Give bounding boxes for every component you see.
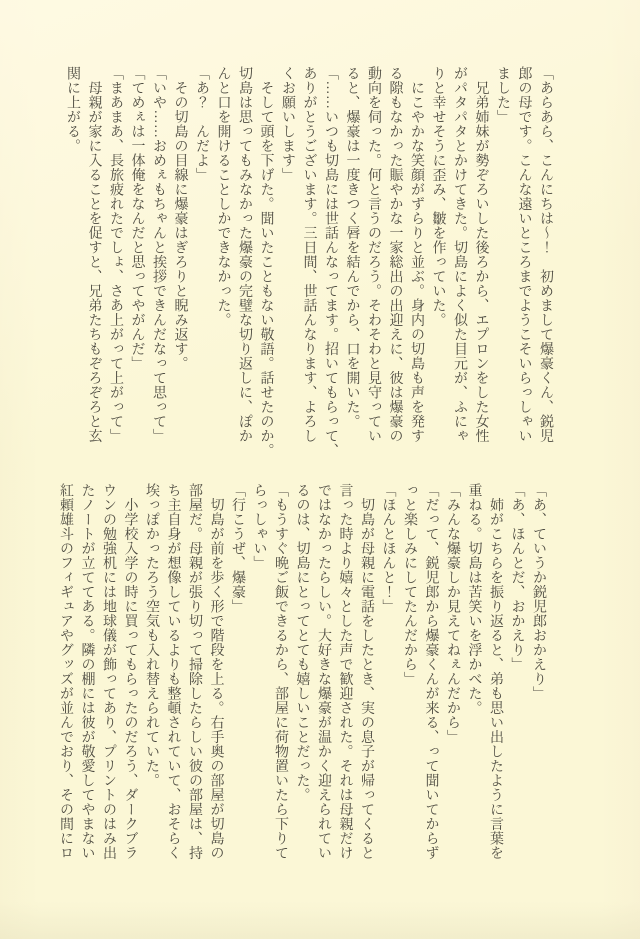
text-line: 言った時より嬉々とした声で歓迎された。それは母親だけ <box>337 483 353 860</box>
text-line: 埃っぽかったろう空気も入れ替えられていた。 <box>144 483 159 788</box>
text-line: 切島が母親に電話をしたとき、実の息子が帰ってくると <box>359 483 374 860</box>
text-line: にこやかな笑顔がずらりと並ぶ。身内の切島も声を発す <box>409 66 424 443</box>
text-line: 「まあまあ、長旅疲れたでしょ、さあ上がって上がって」 <box>108 66 123 443</box>
text-line: 部屋だ。母親が張り切って掃除したらしい彼の部屋は、持 <box>187 483 202 860</box>
text-line: 母親が家に入ることを促すと、兄弟たちもぞろぞろと玄 <box>86 66 102 443</box>
text-line: 切島は思ってもみなかった爆豪の完璧な切り返しに、ぽか <box>237 66 252 443</box>
text-line: 「あ？ んだよ」 <box>194 66 209 182</box>
text-line: 郎の母です。こんな遠いところまでようこそいらっしゃい <box>516 66 532 443</box>
text-line: 姉がこちらを振り返ると、弟も思い出したように言葉を <box>488 483 503 860</box>
text-line: 「ほんとほんと！」 <box>380 483 396 614</box>
text-line: その切島の目線に爆豪はぎろりと睨み返す。 <box>172 66 188 371</box>
text-block-top <box>62 66 557 458</box>
text-line: 「みんな爆豪しか見えてねぇんだから」 <box>445 483 460 744</box>
text-line: らっしゃい」 <box>251 483 267 570</box>
text-line: 重ねる。切島は苦笑いを浮かべた。 <box>466 483 482 715</box>
text-line: 「あらあら、こんにちは〜！ 初めまして爆豪くん、鋭児 <box>538 66 553 443</box>
text-line: 小学校入学の時に買ってもらったのだろう、ダークブラ <box>122 483 138 860</box>
text-line: りと幸せそうに歪み、皺を作っていた。 <box>430 66 446 327</box>
text-line: 「てめぇは一体俺をなんだと思ってやがんだ」 <box>129 66 145 371</box>
text-line: 「行こうぜ、爆豪」 <box>230 483 245 614</box>
text-line: 切島が前を歩く形で階段を上る。右手奥の部屋が切島の <box>208 483 224 860</box>
text-line: ではなかったらしい。大好きな爆豪が温かく迎えられてい <box>316 483 331 860</box>
text-line: ると、爆豪は一度きつく唇を結んでから、口を開いた。 <box>344 66 360 429</box>
text-line: 関に上がる。 <box>65 66 80 153</box>
text-line: そして頭を下げた。聞いたこともない敬語。話せたのか。 <box>258 66 274 458</box>
text-line: るのは、切島にとってとても嬉しいことだった。 <box>294 483 310 802</box>
text-line: 紅頼雄斗のフィギュアやグッズが並んでおり、その間にロ <box>58 483 73 860</box>
text-line: 「いや……おめぇもちゃんと挨拶できんだなって思って」 <box>151 66 166 443</box>
text-line: る隙もなかった賑やかな一家総出の出迎えに、彼は爆豪の <box>387 66 403 443</box>
text-line: くお願いします」 <box>280 66 295 182</box>
text-line: ち主自身が想像しているよりも整頓されていて、おそらく <box>165 483 181 860</box>
text-line: 動向を伺った。何と言うのだろう。そわそわと見守ってい <box>366 66 381 443</box>
text-line: ました」 <box>495 66 510 124</box>
text-line: んと口を開けることしかできなかった。 <box>215 66 231 327</box>
text-line: 「もうすぐ晩ご飯できるから、部屋に荷物置いたら下りて <box>273 483 288 860</box>
text-line: がパタパタとかけてきた。切島によく似た目元が、ふにゃ <box>452 66 467 443</box>
text-line: 「あ、ほんとだ、おかえり」 <box>509 483 525 672</box>
text-line: たノートが立ててある。隣の棚には彼が敬愛してやまない <box>79 483 95 860</box>
text-line: 兄弟姉妹が勢ぞろいした後ろから、エプロンをした女性 <box>473 66 489 443</box>
text-line: ウンの勉強机には地球儀が飾ってあり、プリントのはみ出 <box>101 483 116 860</box>
text-block-bottom <box>55 483 550 867</box>
text-line: 「……いつも切島には世話んなってます。招いてもらって、 <box>323 66 338 458</box>
text-line: 「だって、鋭児郎から爆豪くんが来る、って聞いてからず <box>423 483 439 860</box>
text-line: っと楽しみにしてたんだから」 <box>402 483 417 686</box>
text-line: 「あ、ていうか鋭児郎おかえり」 <box>531 483 546 701</box>
text-line: ありがとうございます。三日間、世話んなります、よろし <box>301 66 317 443</box>
